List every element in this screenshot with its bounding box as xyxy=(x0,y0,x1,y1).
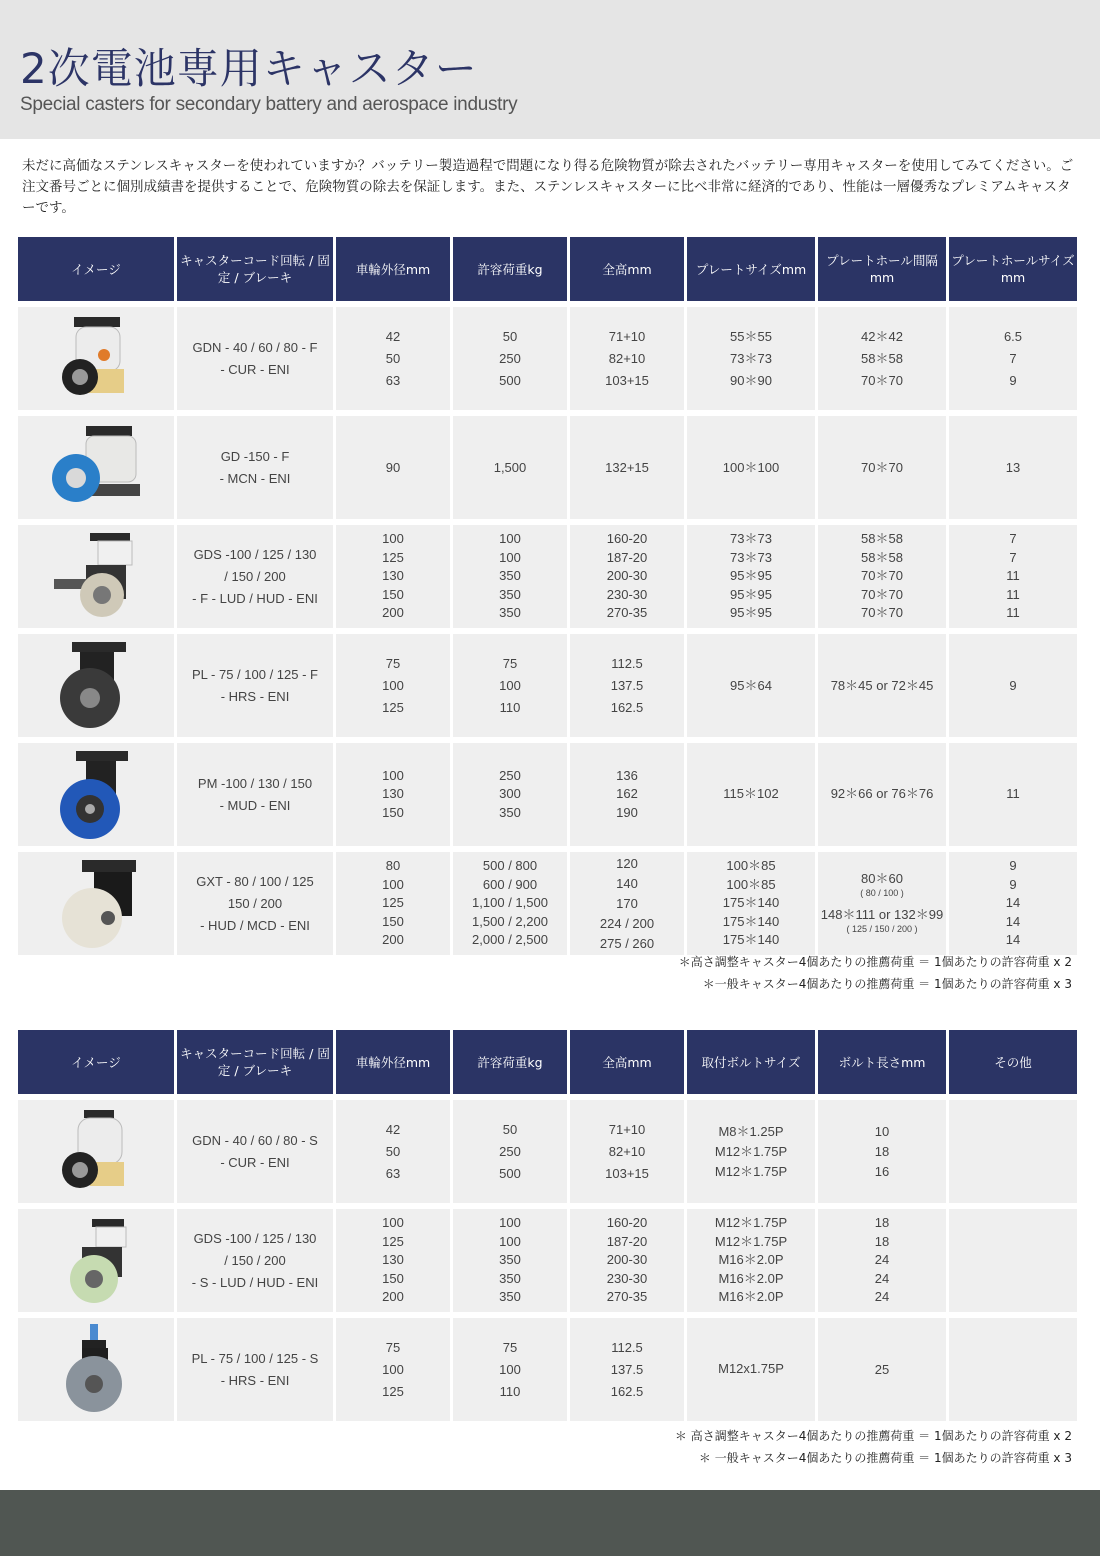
note-line: ＊一般キャスター4個あたりの推薦荷重 ＝ 1個あたりの許容荷重 x 3 xyxy=(702,977,1072,991)
header-load: 許容荷重kg xyxy=(453,237,567,301)
caster-image xyxy=(18,743,174,846)
caster-image xyxy=(18,634,174,737)
caster-image xyxy=(18,1100,174,1203)
cell-load: 1,500 xyxy=(453,416,567,519)
swivel-caster-icon xyxy=(46,638,146,734)
cell-other xyxy=(949,1318,1077,1421)
note-line: ＊高さ調整キャスター4個あたりの推薦荷重 ＝ 1個あたりの許容荷重 x 2 xyxy=(678,955,1072,969)
note-line: ＊ 一般キャスター4個あたりの推薦荷重 ＝ 1個あたりの許容荷重 x 3 xyxy=(698,1451,1072,1465)
cell-plate: 73＊73 73＊73 95＊95 95＊95 95＊95 xyxy=(687,525,815,628)
caster-code: GDN - 40 / 60 / 80 - F - CUR - ENI xyxy=(177,307,333,410)
cell-wheel: 100 125 130 150 200 xyxy=(336,1209,450,1312)
cell-hole-size: 6.5 7 9 xyxy=(949,307,1077,410)
caster-image xyxy=(18,1209,174,1312)
cell-plate: 95＊64 xyxy=(687,634,815,737)
cell-hole-spacing: 42＊42 58＊58 70＊70 xyxy=(818,307,946,410)
leveling-caster-icon xyxy=(46,420,146,516)
header-plate-size: プレートサイズmm xyxy=(687,237,815,301)
cell-hole-size: 11 xyxy=(949,743,1077,846)
cell-bolt-size: M8＊1.25P M12＊1.75P M12＊1.75P xyxy=(687,1100,815,1203)
cell-plate: 55＊55 73＊73 90＊90 xyxy=(687,307,815,410)
cell-wheel: 75 100 125 xyxy=(336,1318,450,1421)
plate-caster-table xyxy=(15,237,1080,955)
header-wheel-diameter: 車輪外径mm xyxy=(336,237,450,301)
caster-image xyxy=(18,525,174,628)
threaded-stem-caster-icon xyxy=(46,1322,146,1418)
cell-height: 120 140 170 224 / 200 275 / 260 xyxy=(570,852,684,955)
leveling-caster-icon xyxy=(46,311,146,407)
caster-code: PL - 75 / 100 / 125 - F - HRS - ENI xyxy=(177,634,333,737)
intro-text: 未だに高価なステンレスキャスターを使われていますか？バッテリー製造過程で問題になり得る危険物質が除去されたバッテリー専用キャスターを使用してみてください。ご注文番号ごとに個別成績書を提供することで、危険物質の除去を保証します。また、ステンレスキャスターに比べ非常に経済的であり、性能は一層優秀なプレミアムキャスターです。 xyxy=(22,158,1074,216)
page-footer xyxy=(0,1490,1100,1556)
header-bolt-size: 取付ボルトサイズ xyxy=(687,1030,815,1094)
cell-height: 112.5 137.5 162.5 xyxy=(570,1318,684,1421)
cell-height: 136 162 190 xyxy=(570,743,684,846)
cell-height: 112.5 137.5 162.5 xyxy=(570,634,684,737)
cell-bolt-length: 10 18 16 xyxy=(818,1100,946,1203)
header-bolt-length: ボルト長さmm xyxy=(818,1030,946,1094)
heavy-duty-caster-icon xyxy=(46,856,146,952)
cell-bolt-length: 18 18 24 24 24 xyxy=(818,1209,946,1312)
leveling-caster-icon xyxy=(46,1104,146,1200)
cell-wheel: 42 50 63 xyxy=(336,1100,450,1203)
page-header xyxy=(0,0,1100,139)
cell-wheel: 100 125 130 150 200 xyxy=(336,525,450,628)
cell-other xyxy=(949,1209,1077,1312)
caster-image xyxy=(18,416,174,519)
cell-height: 160-20 187-20 200-30 230-30 270-35 xyxy=(570,1209,684,1312)
header-image: イメージ xyxy=(18,237,174,301)
header-caster-code: キャスターコード回転 / 固定 / ブレーキ xyxy=(177,237,333,301)
swivel-leveling-caster-icon xyxy=(46,1213,146,1309)
page-subtitle: Special casters for secondary battery and aerospace industry xyxy=(20,94,518,115)
cell-load: 75 100 110 xyxy=(453,634,567,737)
cell-height: 71+10 82+10 103+15 xyxy=(570,307,684,410)
cell-hole-size: 13 xyxy=(949,416,1077,519)
cell-height: 71+10 82+10 103+15 xyxy=(570,1100,684,1203)
table2-notes xyxy=(472,1425,1072,1469)
cell-hole-size: 7 7 11 11 11 xyxy=(949,525,1077,628)
caster-code: GDN - 40 / 60 / 80 - S - CUR - ENI xyxy=(177,1100,333,1203)
caster-image xyxy=(18,307,174,410)
header-hole-spacing: プレートホール間隔mm xyxy=(818,237,946,301)
cell-bolt-size: M12x1.75P xyxy=(687,1318,815,1421)
cell-hole-size: 9 9 14 14 14 xyxy=(949,852,1077,955)
caster-code: GXT - 80 / 100 / 125 150 / 200 - HUD / MCD - ENI xyxy=(177,852,333,955)
caster-code: PL - 75 / 100 / 125 - S - HRS - ENI xyxy=(177,1318,333,1421)
note-line: ＊ 高さ調整キャスター4個あたりの推薦荷重 ＝ 1個あたりの許容荷重 x 2 xyxy=(674,1429,1072,1443)
cell-load: 100 100 350 350 350 xyxy=(453,1209,567,1312)
table1-notes xyxy=(472,951,1072,995)
cell-load: 250 300 350 xyxy=(453,743,567,846)
header-height: 全高mm xyxy=(570,1030,684,1094)
table-row xyxy=(18,416,1077,519)
header-caster-code: キャスターコード回転 / 固定 / ブレーキ xyxy=(177,1030,333,1094)
table-row xyxy=(18,1100,1077,1203)
cell-height: 132+15 xyxy=(570,416,684,519)
caster-image xyxy=(18,1318,174,1421)
bolt-caster-table xyxy=(15,1030,1080,1421)
header-wheel-diameter: 車輪外径mm xyxy=(336,1030,450,1094)
cell-hole-spacing: 58＊58 58＊58 70＊70 70＊70 70＊70 xyxy=(818,525,946,628)
cell-load: 100 100 350 350 350 xyxy=(453,525,567,628)
cell-wheel: 100 130 150 xyxy=(336,743,450,846)
caster-code: GD -150 - F - MCN - ENI xyxy=(177,416,333,519)
cell-hole-spacing: 70＊70 xyxy=(818,416,946,519)
table-row xyxy=(18,525,1077,628)
header-height: 全高mm xyxy=(570,237,684,301)
page-title: 2次電池専用キャスター xyxy=(20,44,478,93)
table-row xyxy=(18,852,1077,955)
table-row xyxy=(18,743,1077,846)
cell-other xyxy=(949,1100,1077,1203)
caster-code: PM -100 / 130 / 150 - MUD - ENI xyxy=(177,743,333,846)
swivel-caster-icon xyxy=(46,747,146,843)
cell-plate: 100＊100 xyxy=(687,416,815,519)
header-image: イメージ xyxy=(18,1030,174,1094)
cell-wheel: 90 xyxy=(336,416,450,519)
cell-hole-spacing: 78＊45 or 72＊45 xyxy=(818,634,946,737)
cell-load: 50 250 500 xyxy=(453,307,567,410)
cell-height: 160-20 187-20 200-30 230-30 270-35 xyxy=(570,525,684,628)
caster-code: GDS -100 / 125 / 130 / 150 / 200 - S - LUD / HUD - ENI xyxy=(177,1209,333,1312)
cell-plate: 115＊102 xyxy=(687,743,815,846)
cell-bolt-length: 25 xyxy=(818,1318,946,1421)
cell-plate: 100＊85 100＊85 175＊140 175＊140 175＊140 xyxy=(687,852,815,955)
cell-wheel: 80 100 125 150 200 xyxy=(336,852,450,955)
cell-wheel: 42 50 63 xyxy=(336,307,450,410)
cell-bolt-size: M12＊1.75P M12＊1.75P M16＊2.0P M16＊2.0P M16＊2.0P xyxy=(687,1209,815,1312)
cell-wheel: 75 100 125 xyxy=(336,634,450,737)
header-hole-size: プレートホールサイズmm xyxy=(949,237,1077,301)
caster-code: GDS -100 / 125 / 130 / 150 / 200 - F - LUD / HUD - ENI xyxy=(177,525,333,628)
header-load: 許容荷重kg xyxy=(453,1030,567,1094)
cell-load: 75 100 110 xyxy=(453,1318,567,1421)
table-row xyxy=(18,1318,1077,1421)
cell-hole-size: 9 xyxy=(949,634,1077,737)
cell-load: 50 250 500 xyxy=(453,1100,567,1203)
cell-hole-spacing: 92＊66 or 76＊76 xyxy=(818,743,946,846)
table-row xyxy=(18,1209,1077,1312)
table-row xyxy=(18,307,1077,410)
table-row xyxy=(18,634,1077,737)
header-other: その他 xyxy=(949,1030,1077,1094)
cell-load: 500 / 800 600 / 900 1,100 / 1,500 1,500 / 2,200 2,000 / 2,500 xyxy=(453,852,567,955)
cell-hole-spacing: 80＊60 ( 80 / 100 ) 148＊111 or 132＊99 ( 125 / 150 / 200 ) xyxy=(818,852,946,955)
swivel-brake-caster-icon xyxy=(46,529,146,625)
caster-image xyxy=(18,852,174,955)
